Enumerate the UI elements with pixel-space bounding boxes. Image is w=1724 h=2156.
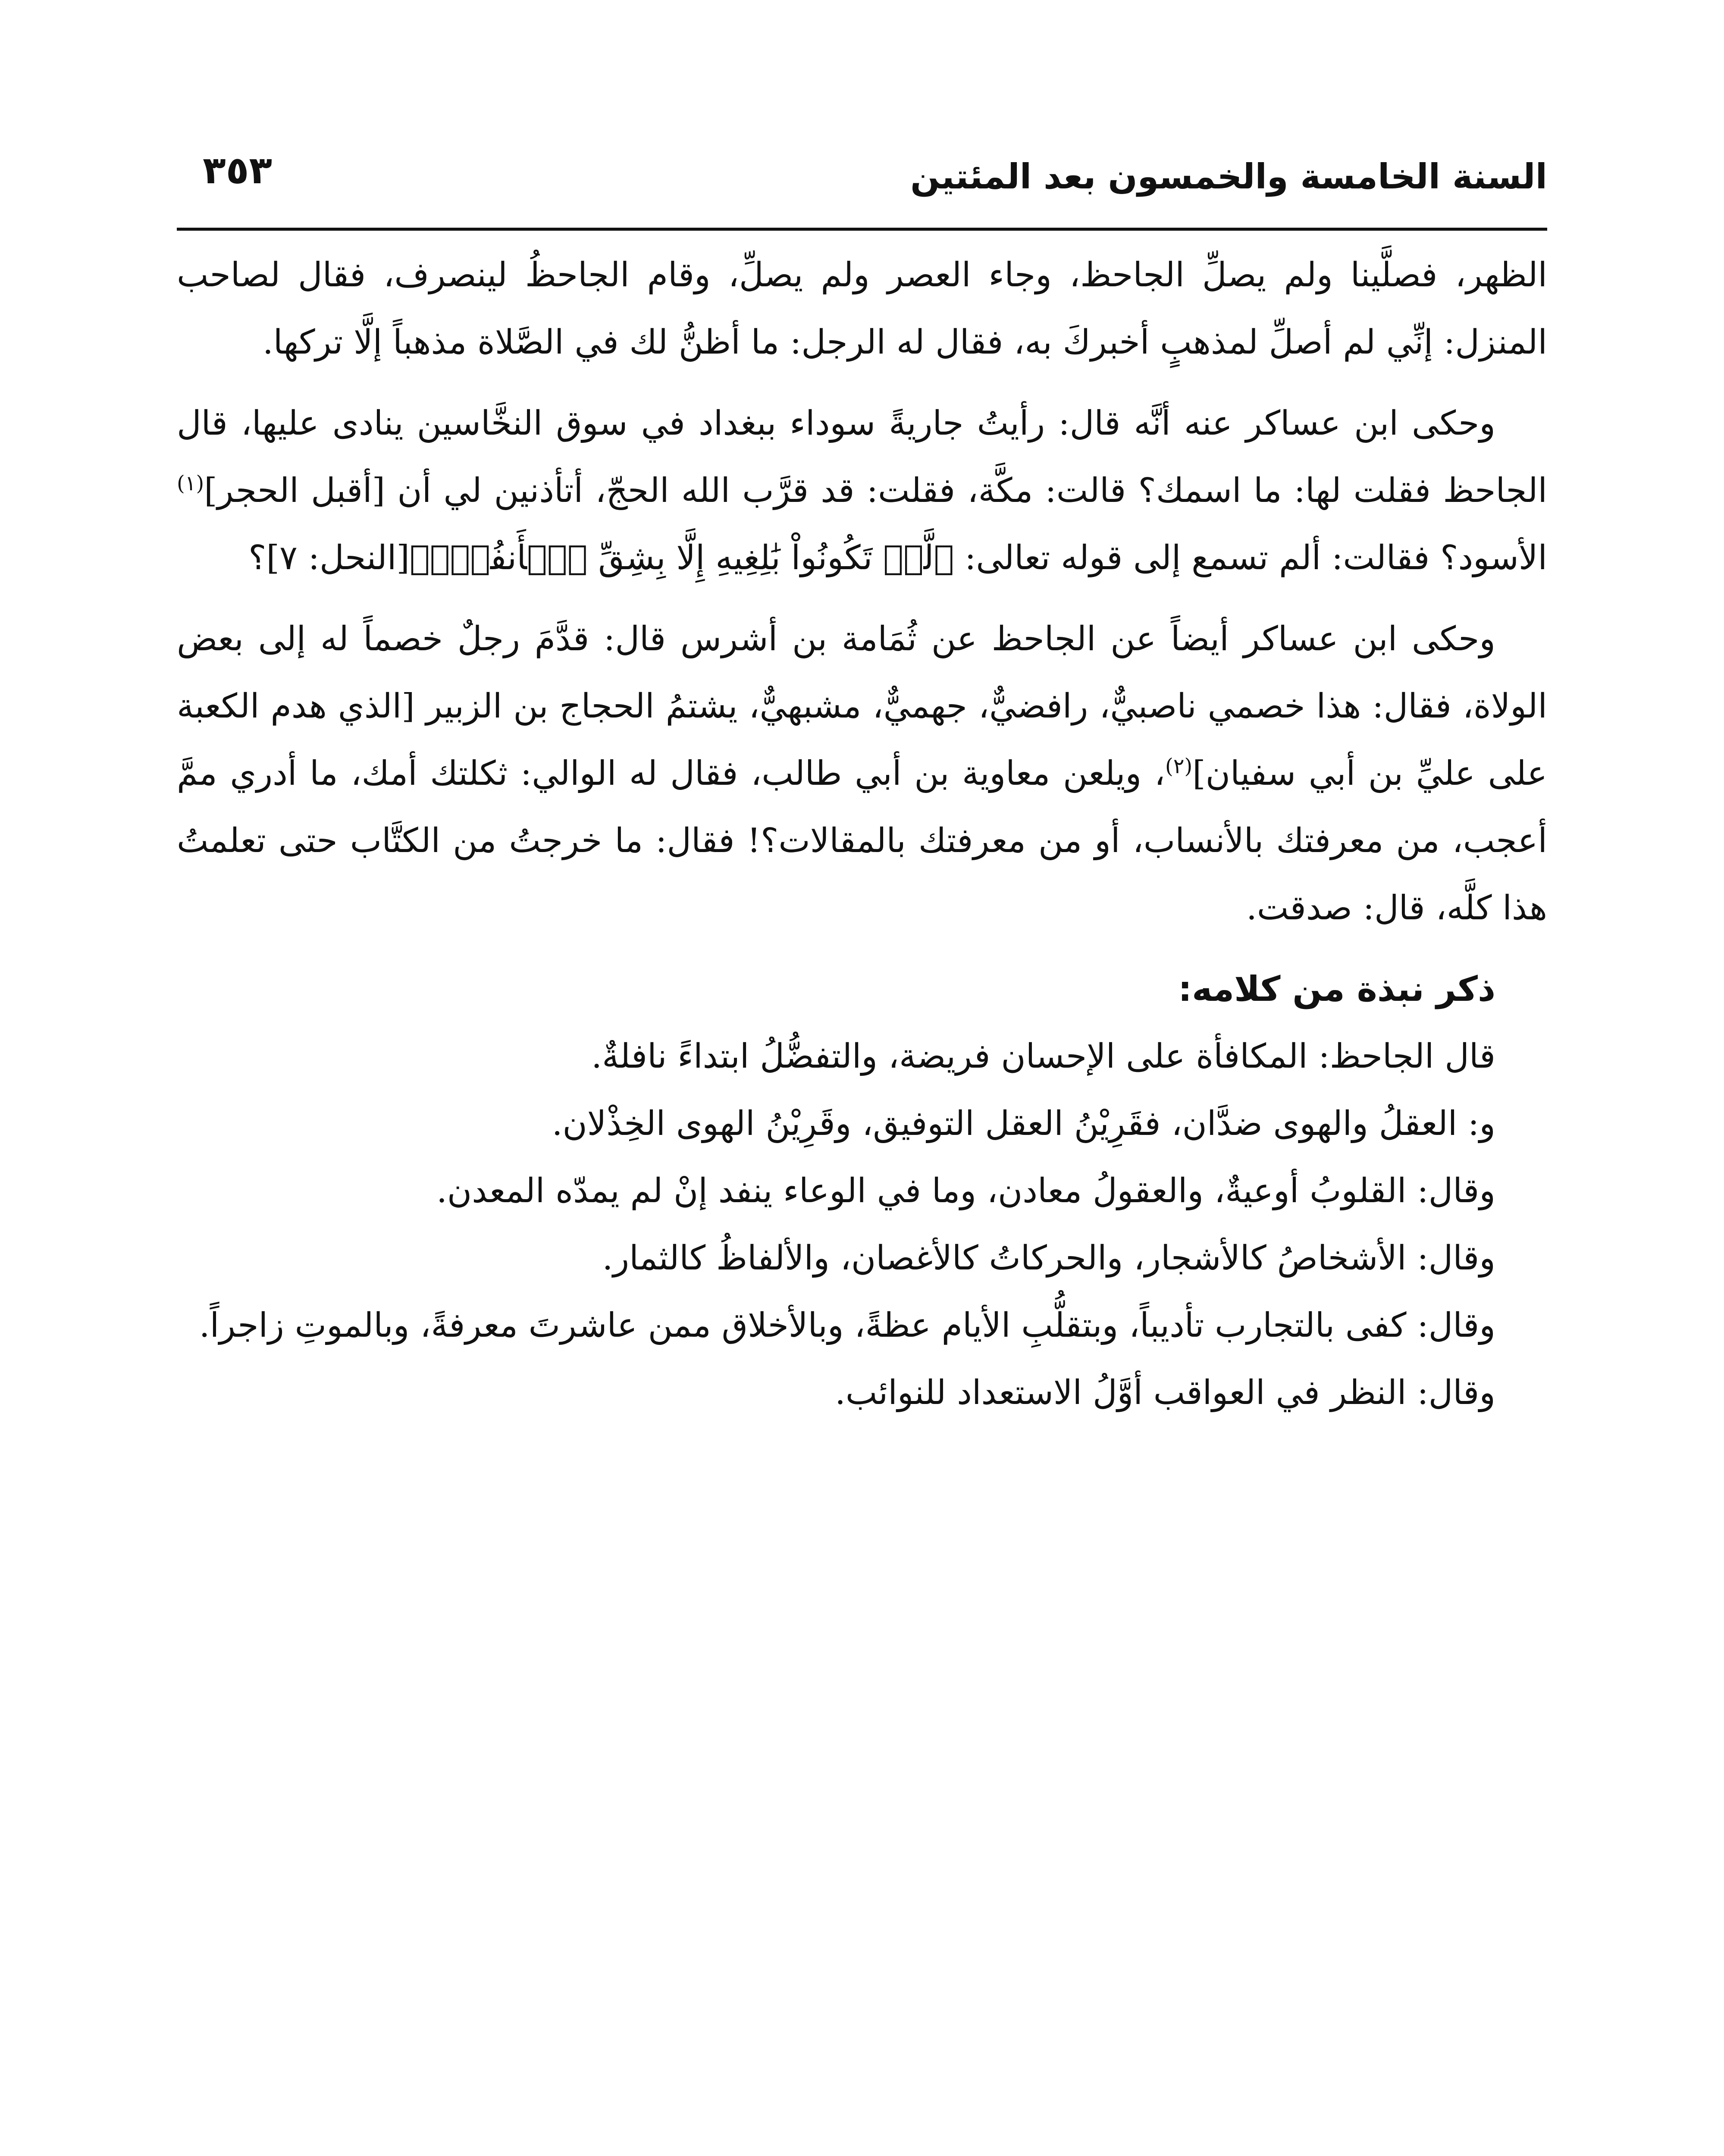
running-header	[177, 138, 1547, 207]
verse-citation: [النحل: ٧]؟	[248, 539, 410, 577]
saying-item: وقال: كفى بالتجارب تأديباً، وبتقلُّبِ الأيام عظةً، وبالأخلاق ممن عاشرتَ معرفةً، وبالموتِ زاجراً.	[199, 1306, 1495, 1345]
paragraph-text: الأسود؟ فقالت: ألم تسمع إلى قوله تعالى:	[954, 539, 1547, 577]
saying-item: وقال: القلوبُ أوعيةٌ، والعقولُ معادن، وما في الوعاء ينفد إنْ لم يمدّه المعدن.	[436, 1172, 1495, 1210]
footnote-ref-1: (١)	[177, 471, 204, 495]
paragraph-text: وحكى ابن عساكر عنه أنَّه قال: رأيتُ جاريةً سوداء ببغداد في سوق النخَّاسين ينادى عليها، قال الجاحظ فقلت لها: ما اسمك؟ قالت: مكَّة، فقلت: قد قرَّب الله الحجّ، أتأذنين لي أن [أقبل الحجر]	[177, 404, 1547, 510]
paragraph-thumama-story	[177, 605, 1547, 942]
main-text	[177, 241, 1547, 1426]
page-number: ٣٥٣	[203, 148, 273, 192]
header-rule	[177, 228, 1547, 231]
footnote-ref-2: (٢)	[1165, 754, 1193, 778]
paragraph-text: ، ويلعن معاوية بن أبي طالب، فقال له الوالي: ثكلتك أمك، ما أدري ممَّ أعجب، من معرفتك بالأنساب، أو من معرفتك بالمقالات؟! فقال: ما خرجتُ من الكتَّاب حتى تعلمتُ هذا كلَّه، قال: صدقت.	[177, 754, 1547, 928]
running-title: السنة الخامسة والخمسون بعد المئتين	[910, 157, 1547, 197]
section-heading: ذكر نبذة من كلامه:	[1178, 969, 1495, 1009]
saying-item: و: العقلُ والهوى ضدَّان، فقَرِيْنُ العقل التوفيق، وقَرِيْنُ الهوى الخِذْلان.	[552, 1104, 1495, 1143]
paragraph-slave-girl-story	[177, 390, 1547, 592]
saying-item: وقال: النظر في العواقب أوَّلُ الاستعداد للنوائب.	[835, 1373, 1495, 1412]
saying-item: قال الجاحظ: المكافأة على الإحسان فريضة، والتفضُّلُ ابتداءً نافلةٌ.	[591, 1037, 1495, 1076]
quran-verse: ﴿لَّمۡ تَكُونُواْ بَٰلِغِيهِ إِلَّا بِشِقِّ ٱلۡأَنفُسِۚ﴾	[409, 539, 954, 577]
paragraph-text: وحكى ابن عساكر أيضاً عن الجاحظ عن ثُمَامة بن أشرس قال: قدَّمَ رجلٌ خصماً له إلى بعض الولاة، فقال: هذا خصمي ناصبيٌّ، رافضيٌّ، جهميٌّ، مشبهيٌّ، يشتمُ الحجاج بن الزبير [الذي هدم الكعبة على عليِّ بن أبي سفيان]	[177, 620, 1547, 793]
saying-item: وقال: الأشخاصُ كالأشجار، والحركاتُ كالأغصان، والألفاظُ كالثمار.	[602, 1239, 1495, 1278]
paragraph-prayer-story: الظهر، فصلَّينا ولم يصلِّ الجاحظ، وجاء العصر ولم يصلِّ، وقام الجاحظُ لينصرف، فقال لصاحب المنزل: إنِّي لم أصلِّ لمذهبٍ أخبركَ به، فقال له الرجل: ما أظنُّ لك في الصَّلاة مذهباً إلَّا تركها.	[177, 256, 1547, 362]
